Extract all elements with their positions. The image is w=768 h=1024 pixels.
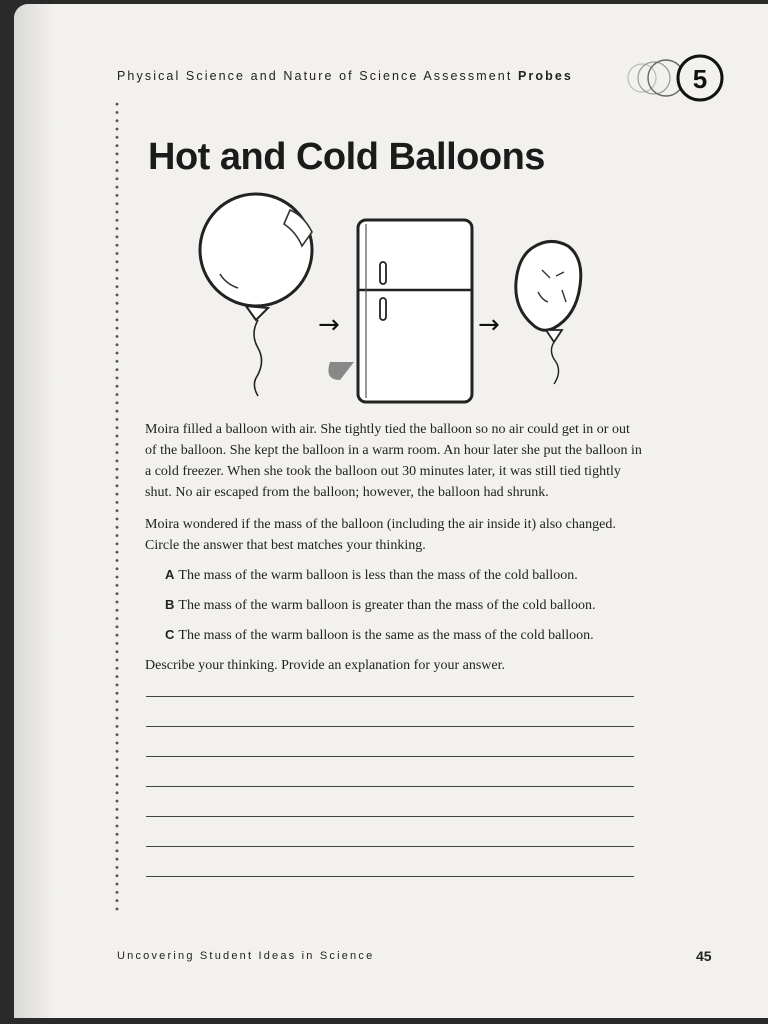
answer-option-c[interactable]	[165, 625, 645, 646]
answer-line[interactable]	[146, 816, 634, 817]
running-header-bold: Probes	[518, 69, 573, 83]
answer-line[interactable]	[146, 876, 634, 877]
answer-line[interactable]	[146, 786, 634, 787]
probe-number: 5	[692, 64, 708, 94]
page-gutter-shadow	[14, 4, 54, 1018]
refrigerator-icon	[328, 220, 472, 402]
option-text: The mass of the warm balloon is the same as the mass of the cold balloon.	[178, 628, 594, 643]
scenario-paragraph: Moira filled a balloon with air. She tightly tied the balloon so no air could get in or out of the balloon. She kept the balloon in a warm room. An hour later she put the balloon in a cold freezer. When she took the balloon out 30 minutes later, it was still tied tightly shut. No air escaped from the balloon; however, the balloon had shrunk.	[145, 422, 642, 500]
answer-option-b[interactable]	[165, 595, 645, 616]
option-text: The mass of the warm balloon is less than the mass of the cold balloon.	[178, 568, 578, 583]
arrow-1-icon: →	[318, 310, 340, 340]
page-title: Hot and Cold Balloons	[148, 136, 545, 178]
question-paragraph: Moira wondered if the mass of the balloon (including the air inside it) also changed. Circle the answer that best matches your thinking.	[145, 517, 616, 553]
option-letter: C	[165, 627, 175, 642]
footer-book-title: Uncovering Student Ideas in Science	[117, 950, 375, 962]
arrow-2-icon: →	[478, 310, 500, 340]
answer-option-a[interactable]	[165, 565, 645, 586]
option-text: The mass of the warm balloon is greater than the mass of the cold balloon.	[178, 598, 596, 613]
answer-line[interactable]	[146, 696, 634, 697]
option-letter: B	[165, 597, 175, 612]
running-header-text: Physical Science and Nature of Science Assessment	[117, 69, 513, 83]
answer-line[interactable]	[146, 726, 634, 727]
running-header	[117, 69, 573, 83]
page-number: 45	[696, 948, 712, 964]
answer-line[interactable]	[146, 846, 634, 847]
dotted-margin-rule	[115, 100, 119, 915]
answer-line[interactable]	[146, 756, 634, 757]
worksheet-page	[14, 4, 768, 1018]
option-letter: A	[165, 567, 175, 582]
inflated-balloon-icon	[200, 194, 312, 396]
balloon-freezer-illustration	[190, 190, 610, 410]
explanation-prompt: Describe your thinking. Provide an explanation for your answer.	[145, 658, 506, 673]
shrunken-balloon-icon	[516, 241, 581, 384]
